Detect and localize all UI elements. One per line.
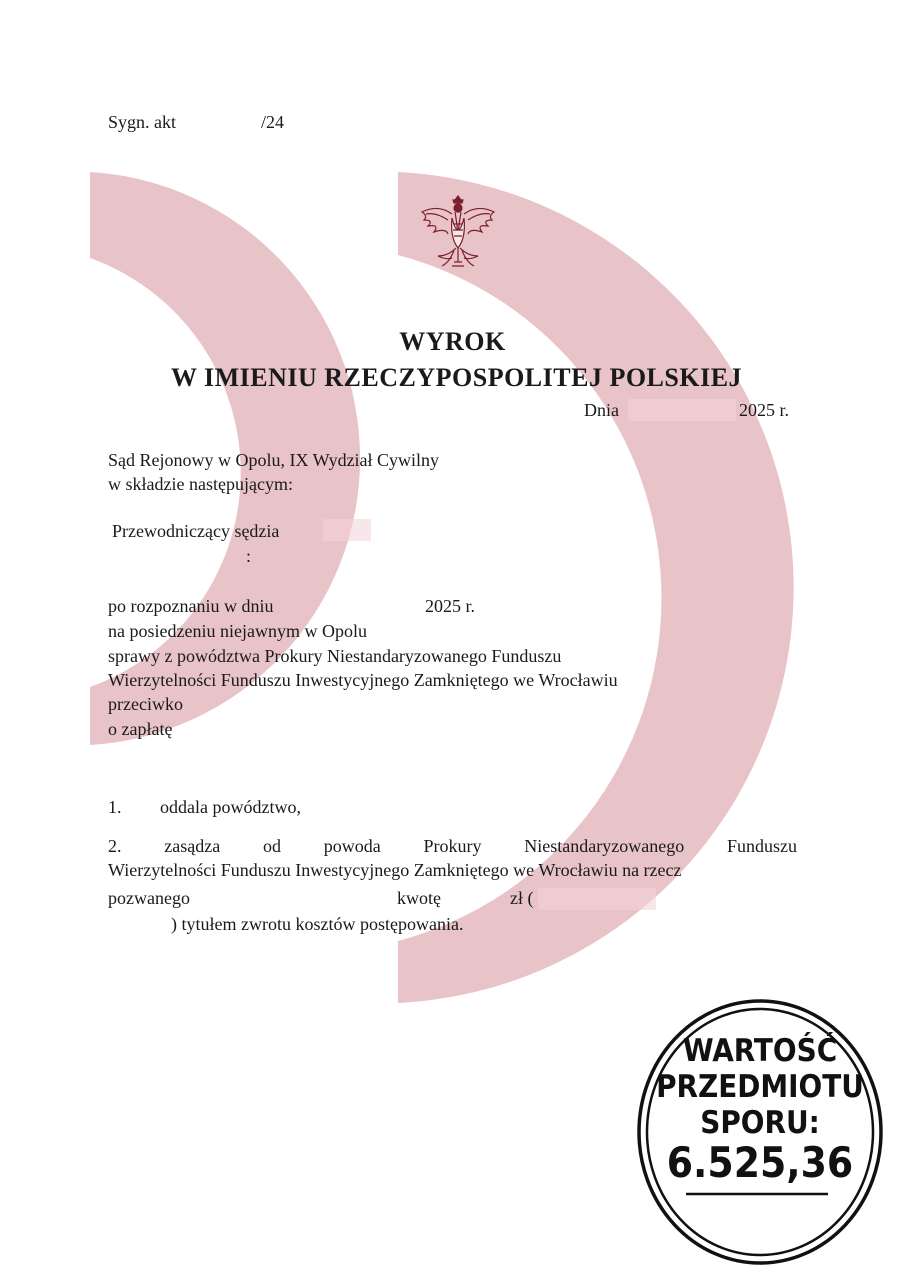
judgment-title: WYROK bbox=[399, 327, 506, 356]
polish-eagle-emblem bbox=[418, 190, 498, 272]
judgment-subtitle: W IMIENIU RZECZYPOSPOLITEJ POLSKIEJ bbox=[170, 363, 743, 392]
court-composition: w składzie następującym: bbox=[108, 474, 293, 494]
hearing-date-prefix: po rozpoznaniu w dniu bbox=[108, 596, 274, 616]
ruling-item-2-line-1: 2. zasądza od powoda Prokury Niestandaryzowanego Funduszu bbox=[108, 836, 797, 856]
presiding-judge-label: Przewodniczący sędzia bbox=[112, 521, 280, 541]
ruling-item-2 bbox=[108, 834, 797, 858]
court-name: Sąd Rejonowy w Opolu, IX Wydział Cywilny bbox=[108, 450, 440, 470]
ruling-item-2-line-3b: kwotę bbox=[397, 888, 441, 908]
case-reference bbox=[108, 110, 176, 134]
hearing-location: na posiedzeniu niejawnym w Opolu bbox=[108, 621, 367, 641]
ruling-item-2-line-2: Wierzytelności Funduszu Inwestycyjnego Zamkniętego we Wrocławiu na rzecz bbox=[108, 860, 682, 880]
stamp-line-1: WARTOŚĆ bbox=[682, 1033, 838, 1069]
panel-colon: : bbox=[246, 546, 252, 566]
stamp-line-3: SPORU: bbox=[700, 1105, 820, 1141]
redaction-date bbox=[628, 399, 736, 421]
plaintiff-line-2: Wierzytelności Funduszu Inwestycyjnego Zamkniętego we Wrocławiu bbox=[108, 670, 618, 690]
against-line: przeciwko bbox=[108, 694, 183, 714]
date-suffix: 2025 r. bbox=[739, 400, 790, 420]
date-prefix: Dnia bbox=[584, 400, 619, 420]
ruling-item-2-line-4: ) tytułem zwrotu kosztów postępowania. bbox=[171, 914, 464, 934]
ruling-item-1-text: oddala powództwo, bbox=[160, 797, 301, 817]
redaction-amount bbox=[538, 888, 656, 910]
plaintiff-line: sprawy z powództwa Prokury Niestandaryzowanego Funduszu bbox=[108, 646, 562, 666]
case-ref-prefix: Sygn. akt bbox=[108, 112, 177, 132]
ruling-item-2-line-3c: zł ( bbox=[510, 888, 534, 908]
case-ref-suffix: /24 bbox=[261, 112, 285, 132]
redaction-judge bbox=[323, 519, 371, 541]
ruling-item-1-number: 1. bbox=[108, 797, 122, 817]
stamp-line-2: PRZEDMIOTU bbox=[656, 1069, 864, 1105]
ruling-item-2-line-3a: pozwanego bbox=[108, 888, 190, 908]
hearing-date-suffix: 2025 r. bbox=[425, 596, 476, 616]
stamp-value: 6.525,36 bbox=[666, 1138, 854, 1187]
subject-line: o zapłatę bbox=[108, 719, 173, 739]
